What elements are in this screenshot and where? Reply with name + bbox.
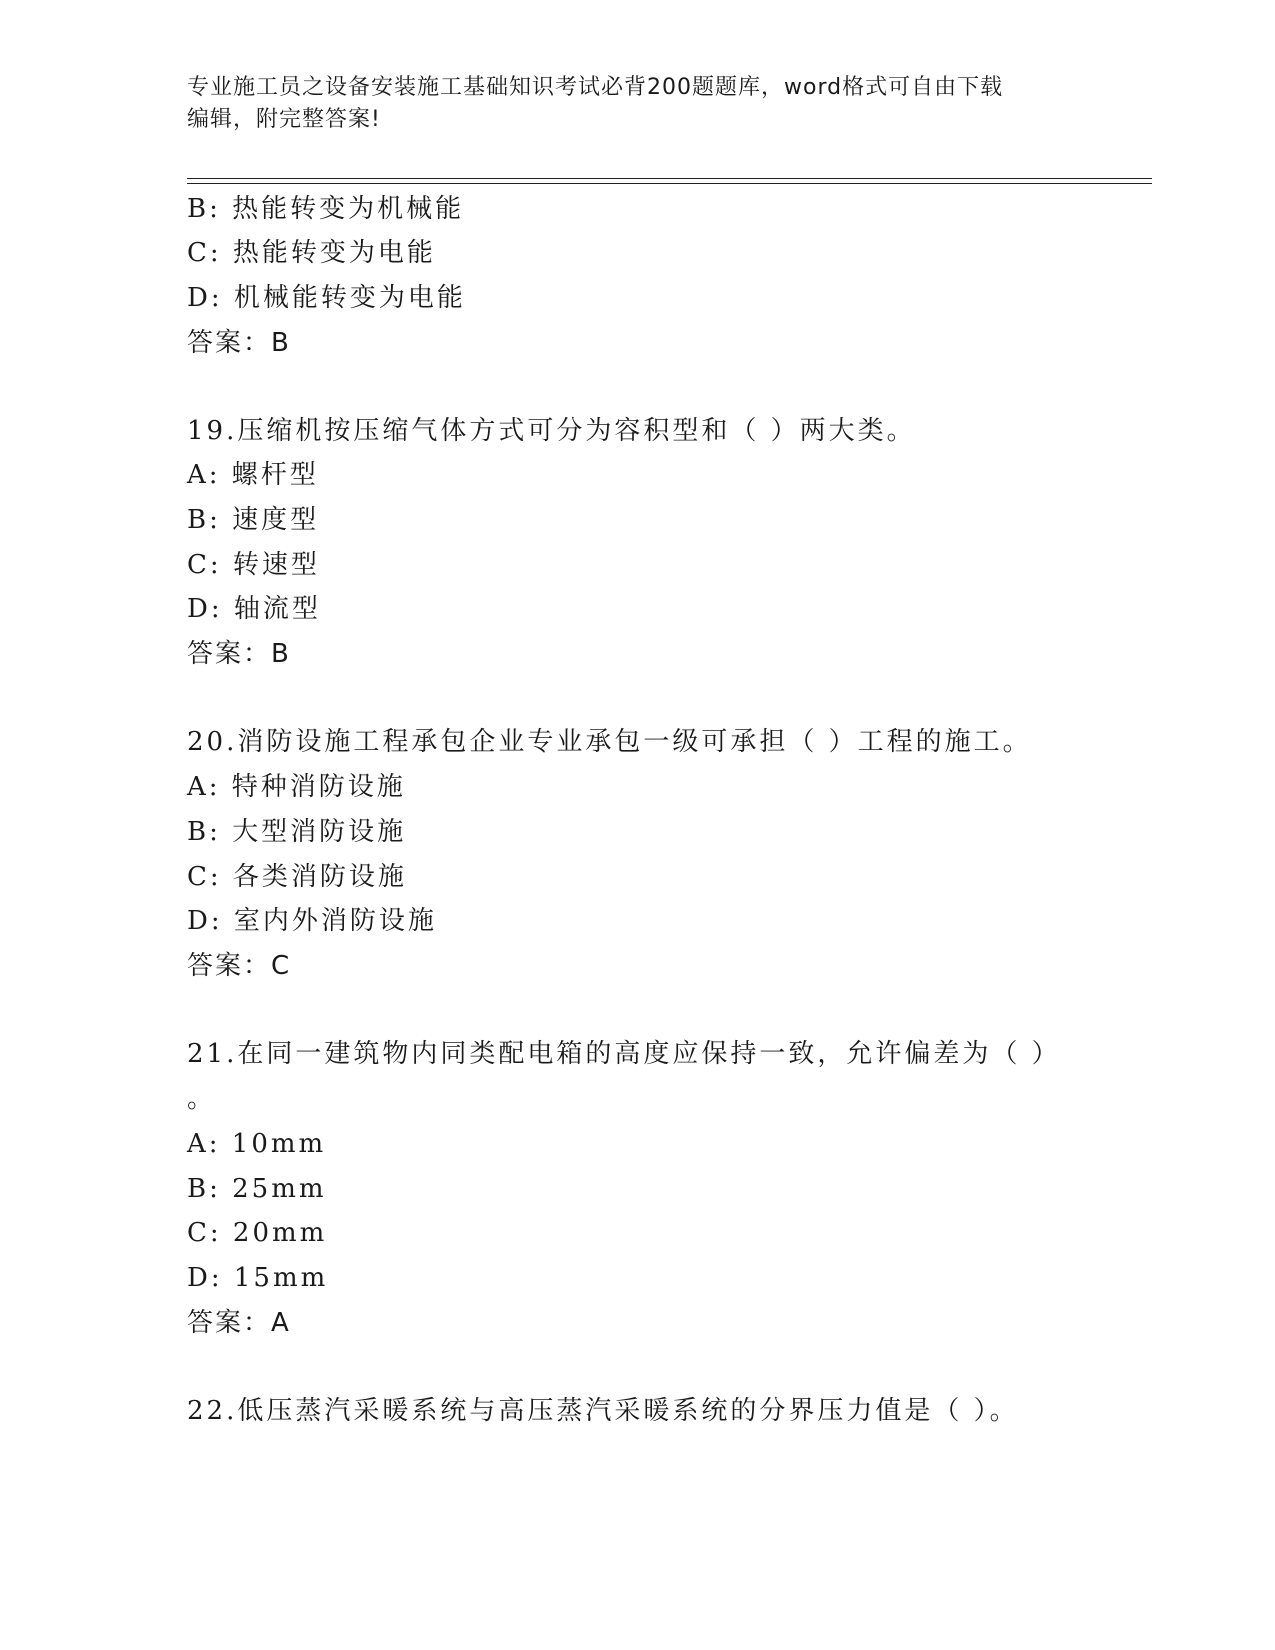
header-title-line2: 编辑，附完整答案!: [187, 107, 381, 132]
question-20-option-a: A: 特种消防设施: [187, 772, 406, 802]
question-20-option-b: B: 大型消防设施: [187, 817, 407, 847]
question-19-stem: 19.压缩机按压缩气体方式可分为容积型和（ ）两大类。: [187, 416, 916, 446]
header-rule-bottom: [187, 183, 1152, 184]
question-19-answer: 答案：B: [187, 639, 291, 669]
question-20-stem: 20.消防设施工程承包企业专业承包一级可承担（ ）工程的施工。: [187, 727, 1032, 757]
question-21-option-d: D: 15mm: [187, 1263, 329, 1293]
question-20-answer: 答案：C: [187, 951, 292, 981]
question-21-option-b: B: 25mm: [187, 1174, 327, 1204]
question-22-stem: 22.低压蒸汽采暖系统与高压蒸汽采暖系统的分界压力值是（ ）。: [187, 1396, 1019, 1426]
question-19-option-c: C: 转速型: [187, 550, 320, 580]
header-title-line1: 专业施工员之设备安装施工基础知识考试必背200题题库，word格式可自由下载: [187, 75, 1004, 100]
question-20-option-d: D: 室内外消防设施: [187, 906, 437, 936]
question-21-option-a: A: 10mm: [187, 1129, 327, 1159]
question-20-option-c: C: 各类消防设施: [187, 862, 407, 892]
question-21-option-c: C: 20mm: [187, 1218, 328, 1248]
option-d: D: 机械能转变为电能: [187, 283, 466, 313]
question-19-option-b: B: 速度型: [187, 505, 320, 535]
question-21-stem-continuation: 。: [187, 1084, 217, 1114]
header-rule-top: [187, 178, 1152, 179]
question-21-answer: 答案：A: [187, 1308, 291, 1338]
answer-label: 答案：B: [187, 328, 291, 358]
document-header: [187, 72, 1067, 136]
option-c: C: 热能转变为电能: [187, 238, 436, 268]
question-19-option-d: D: 轴流型: [187, 594, 321, 624]
option-b: B: 热能转变为机械能: [187, 194, 465, 224]
question-21-stem: 21.在同一建筑物内同类配电箱的高度应保持一致，允许偏差为（ ）: [187, 1039, 1061, 1069]
question-19-option-a: A: 螺杆型: [187, 460, 319, 490]
